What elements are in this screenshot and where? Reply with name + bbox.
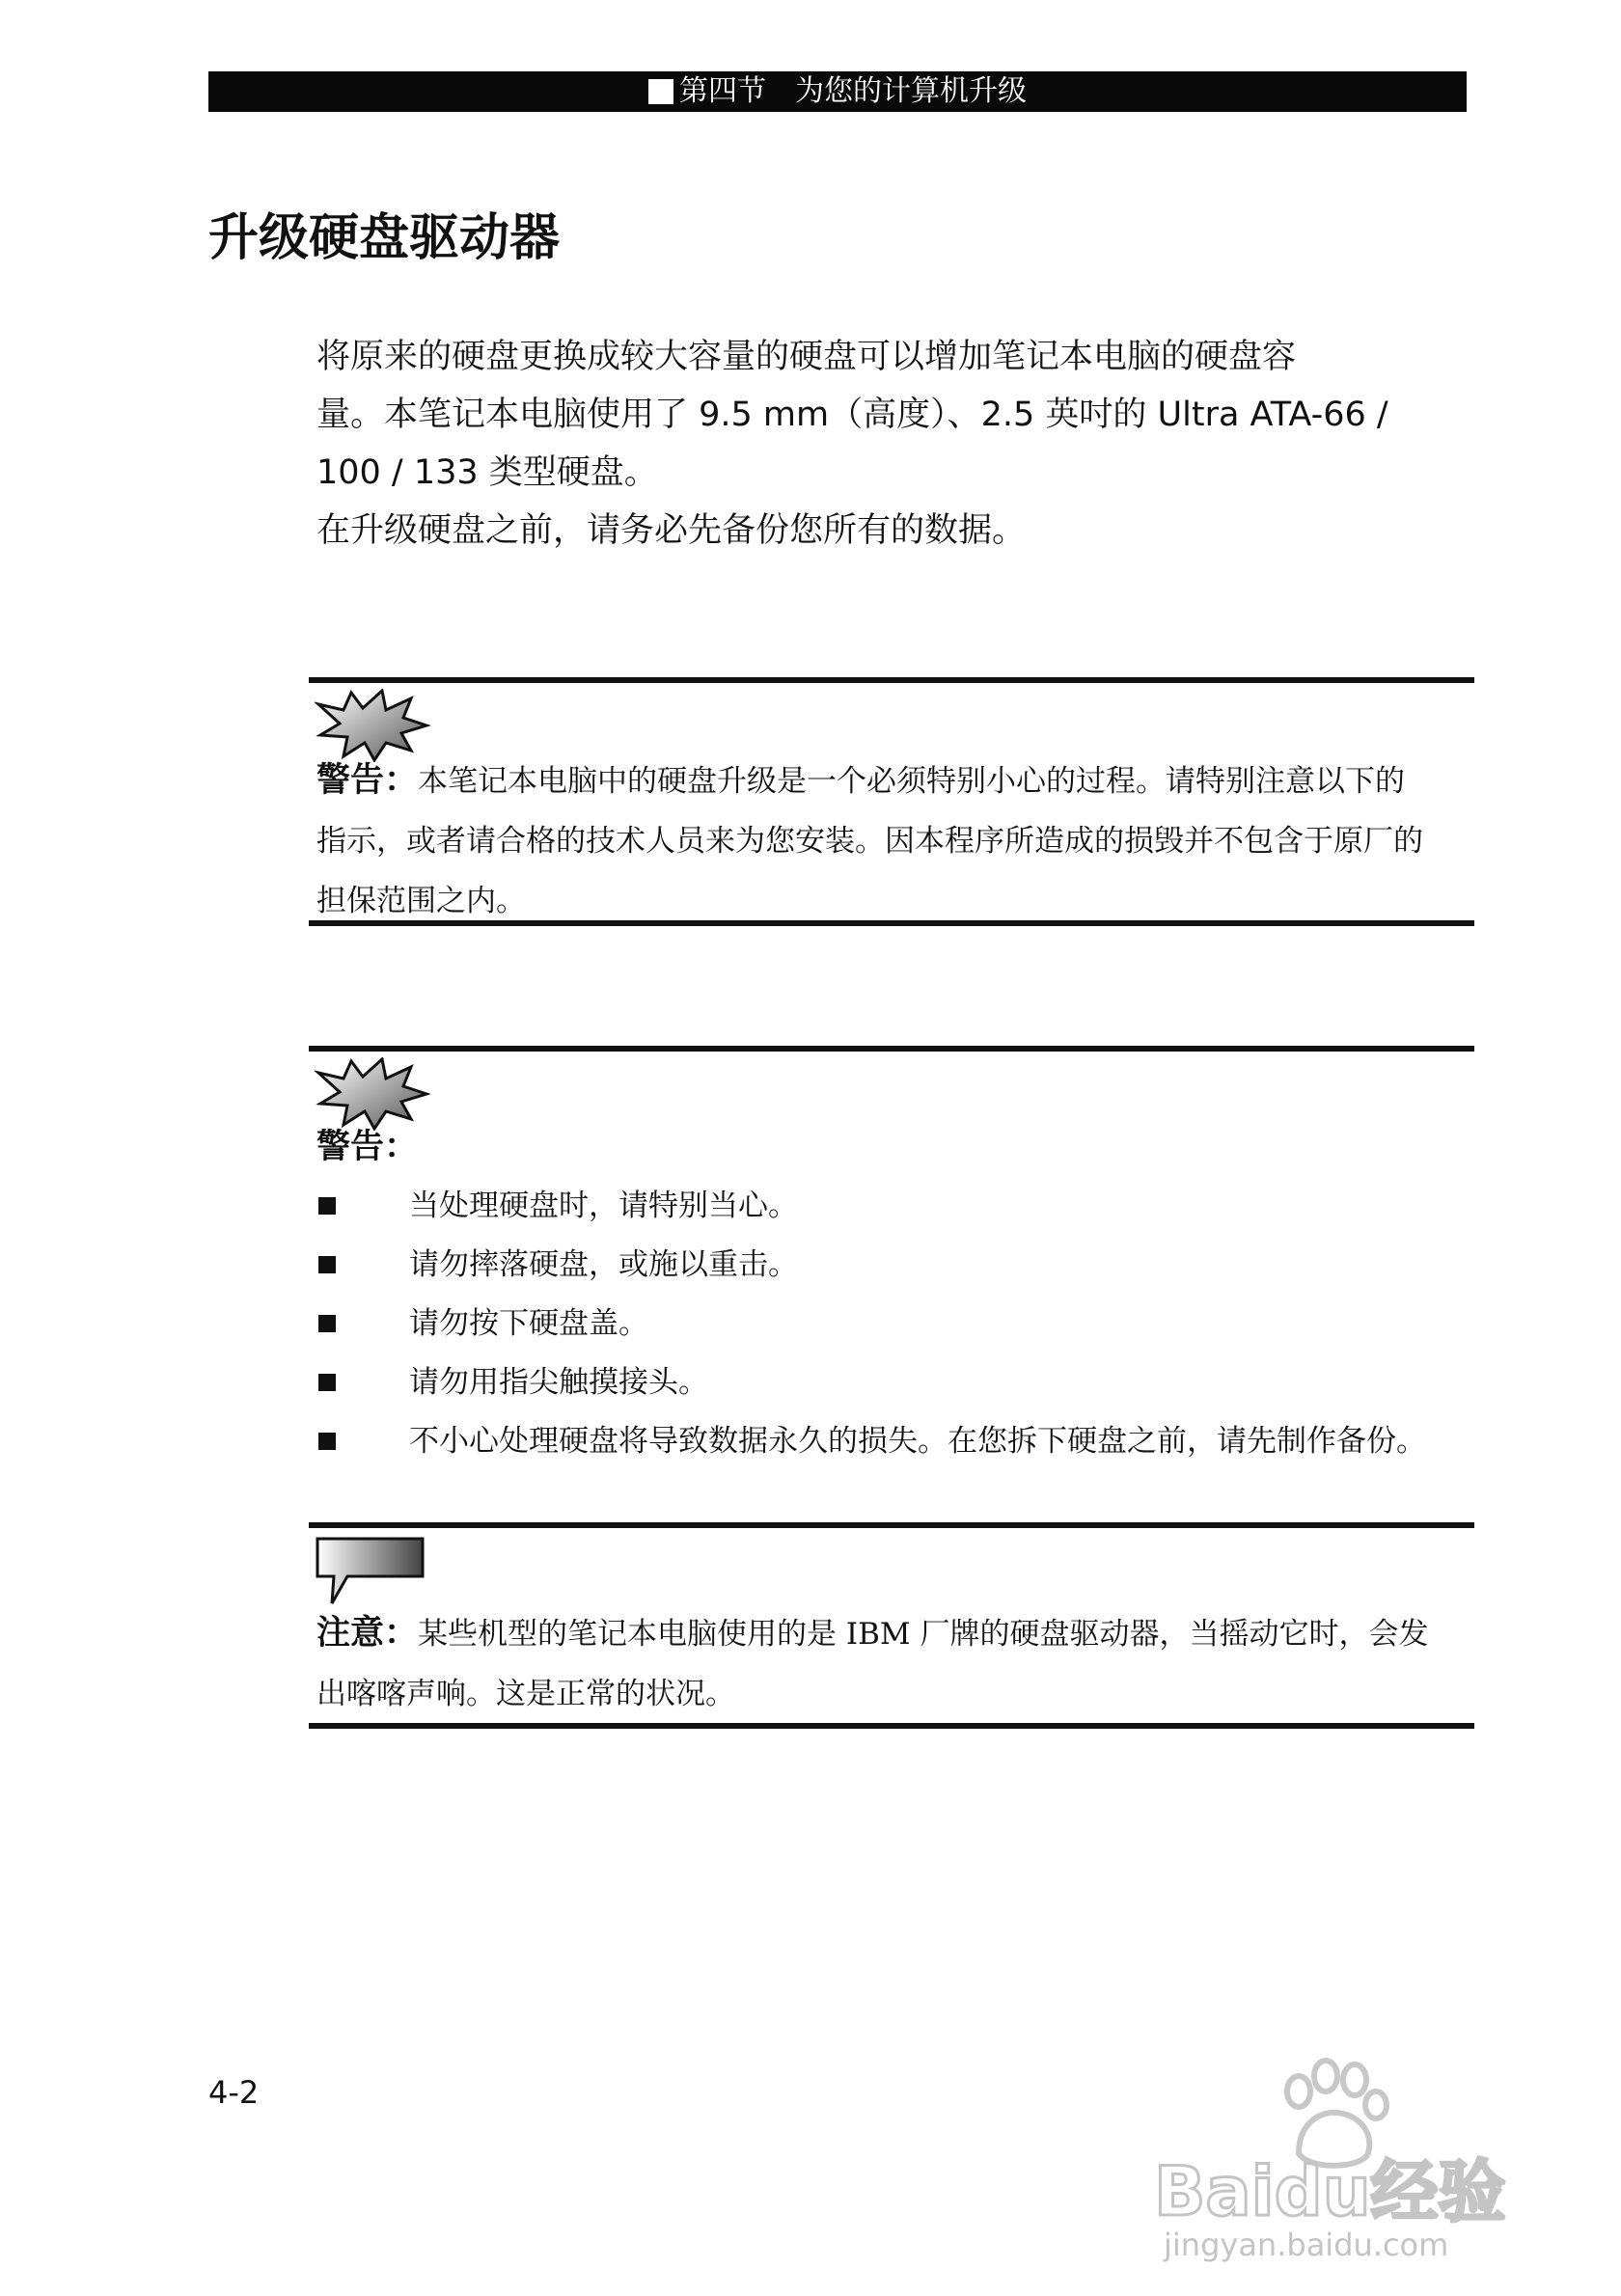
warning-1-line: 本笔记本电脑中的硬盘升级是一个必须特别小心的过程。请特别注意以下的 <box>418 764 1406 799</box>
list-item <box>316 1353 1474 1412</box>
warning-2-label: 警告： <box>316 1127 419 1166</box>
list-item <box>316 1236 1474 1295</box>
warning-2-heading <box>316 1117 1474 1178</box>
note-line: 出喀喀声响。这是正常的状况。 <box>316 1677 735 1711</box>
warning-1-line: 担保范围之内。 <box>316 884 526 918</box>
intro-line: 100 / 133 类型硬盘。 <box>316 453 658 492</box>
list-item-text: 请勿按下硬盘盖。 <box>409 1306 648 1341</box>
note-text <box>316 1603 1474 1724</box>
baidu-watermark <box>1154 2057 1540 2269</box>
warning-1-text <box>316 751 1474 931</box>
note-label: 注意： <box>316 1613 419 1653</box>
watermark-brand: Baidu经验 <box>1154 2152 1506 2231</box>
warning-1-line: 指示，或者请合格的技术人员来为您安装。因本程序所造成的损毁并不包含于原厂的 <box>316 824 1423 859</box>
note-box <box>309 1522 1474 1729</box>
list-item-text: 当处理硬盘时，请特别当心。 <box>409 1189 798 1223</box>
page-number: 4-2 <box>208 2074 260 2111</box>
warning-box-2 <box>309 1046 1474 1490</box>
bullet-square-icon <box>318 1433 336 1450</box>
warning-2-list <box>316 1177 1474 1471</box>
warning-box-1 <box>309 677 1474 926</box>
header-square-icon <box>648 79 673 104</box>
note-line: 某些机型的笔记本电脑使用的是 IBM 厂牌的硬盘驱动器，当摇动它时，会发 <box>418 1617 1429 1652</box>
list-item <box>316 1177 1474 1236</box>
page-title: 升级硬盘驱动器 <box>208 209 561 267</box>
bullet-square-icon <box>318 1256 336 1273</box>
intro-backup-line: 在升级硬盘之前，请务必先备份您所有的数据。 <box>316 511 1027 550</box>
bullet-square-icon <box>318 1197 336 1215</box>
list-item <box>316 1412 1474 1471</box>
warning-1-label: 警告： <box>316 760 419 800</box>
intro-text <box>316 328 1474 560</box>
intro-line: 量。本笔记本电脑使用了 9.5 mm（高度）、2.5 英吋的 Ultra ATA-66 / <box>316 396 1388 434</box>
list-item-text: 不小心处理硬盘将导致数据永久的损失。在您拆下硬盘之前，请先制作备份。 <box>409 1424 1426 1459</box>
section-header-text: 第四节 为您的计算机升级 <box>679 74 1027 108</box>
bullet-square-icon <box>318 1315 336 1332</box>
list-item-text: 请勿用指尖触摸接头。 <box>409 1365 708 1400</box>
speech-bubble-note-icon <box>315 1536 426 1607</box>
intro-line: 将原来的硬盘更换成较大容量的硬盘可以增加笔记本电脑的硬盘容 <box>316 338 1297 376</box>
watermark-url: jingyan.baidu.com <box>1164 2227 1449 2263</box>
bullet-square-icon <box>318 1374 336 1391</box>
list-item-text: 请勿摔落硬盘，或施以重击。 <box>409 1247 798 1282</box>
section-header <box>208 71 1467 112</box>
list-item <box>316 1295 1474 1353</box>
